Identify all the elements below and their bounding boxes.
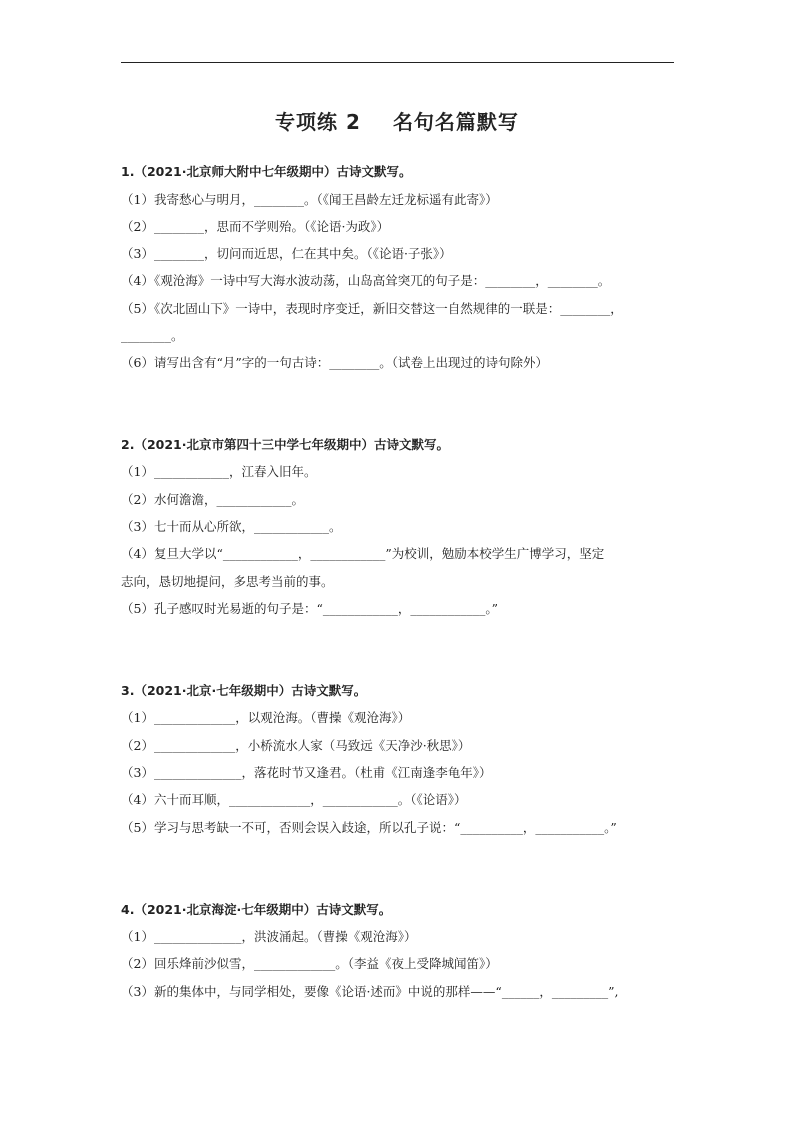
- q2-line-3: （3）七十而从心所欲，____________。: [121, 519, 342, 534]
- q1-line-5-cont: ________。: [121, 328, 184, 343]
- q1-line-2: （2）________，思而不学则殆。（《论语·为政》）: [121, 219, 390, 234]
- title-part2: 名句名篇默写: [392, 110, 519, 134]
- q2-line-4: （4）复旦大学以“____________，____________”为校训，勉励本校学生广博学习，坚定: [121, 546, 605, 561]
- q2-line-2: （2）水何澹澹，____________。: [121, 492, 304, 507]
- question-1-heading: 1.（2021·北京师大附中七年级期中）古诗文默写。: [121, 164, 412, 179]
- q4-line-1: （1）______________，洪波涌起。（曹操《观沧海》）: [121, 929, 417, 944]
- q1-line-5: （5）《次北固山下》一诗中，表现时序变迁，新旧交替这一自然规律的一联是：________，: [121, 301, 623, 316]
- q1-line-1: （1）我寄愁心与明月，________。（《闻王昌龄左迁龙标遥有此寄》）: [121, 192, 498, 207]
- q4-line-3: （3）新的集体中，与同学相处，要像《论语·述而》中说的那样——“______，_________”,: [121, 984, 619, 999]
- q2-line-5: （5）孔子感叹时光易逝的句子是：“____________，____________。”: [121, 601, 498, 616]
- header-rule: [121, 62, 674, 63]
- title-part1: 专项练 2: [275, 110, 361, 134]
- q4-line-2: （2）回乐烽前沙似雪，_____________。（李益《夜上受降城闻笛》）: [121, 956, 498, 971]
- q1-line-6: （6）请写出含有“月”字的一句古诗：________。（试卷上出现过的诗句除外）: [121, 355, 548, 370]
- q3-line-1: （1）_____________，以观沧海。（曹操《观沧海》）: [121, 710, 411, 725]
- page-title: [0, 106, 794, 135]
- q3-line-5: （5）学习与思考缺一不可，否则会误入歧途，所以孔子说：“__________，___________。”: [121, 820, 617, 835]
- q2-line-1: （1）____________，江春入旧年。: [121, 464, 317, 479]
- question-2-heading: 2.（2021·北京市第四十三中学七年级期中）古诗文默写。: [121, 437, 449, 452]
- q1-line-4: （4）《观沧海》一诗中写大海水波动荡，山岛高耸突兀的句子是：________，________。: [121, 273, 611, 288]
- q1-line-3: （3）________，切问而近思，仁在其中矣。（《论语·子张》）: [121, 246, 452, 261]
- q3-line-2: （2）_____________，小桥流水人家（马致远《天净沙·秋思》）: [121, 738, 471, 753]
- q2-line-4-cont: 志向，恳切地提问，多思考当前的事。: [121, 574, 334, 589]
- q3-line-3: （3）______________，落花时节又逢君。（杜甫《江南逢李龟年》）: [121, 765, 492, 780]
- question-4-heading: 4.（2021·北京海淀·七年级期中）古诗文默写。: [121, 902, 392, 917]
- q3-line-4: （4）六十而耳顺，_____________，____________。（《论语》）: [121, 792, 467, 807]
- question-3-heading: 3.（2021·北京·七年级期中）古诗文默写。: [121, 683, 367, 698]
